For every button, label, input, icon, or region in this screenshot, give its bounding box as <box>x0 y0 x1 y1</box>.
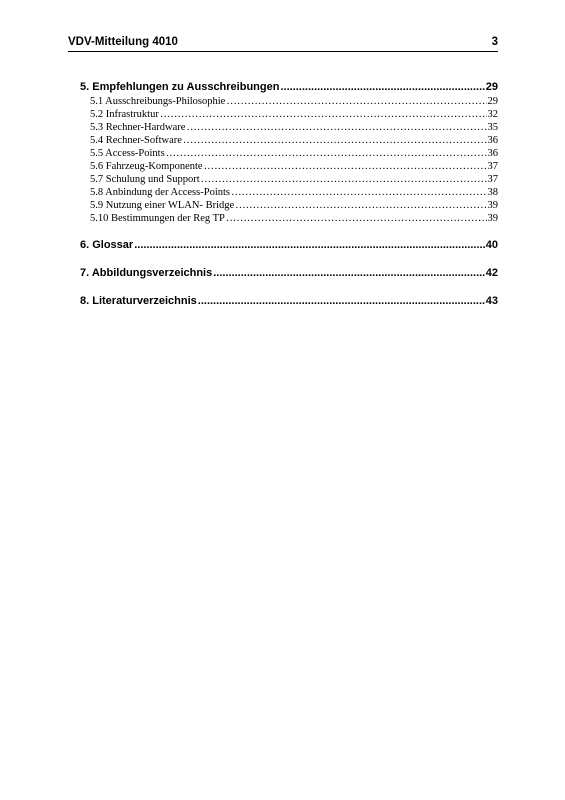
dot-leader <box>186 121 486 134</box>
toc-entry-label: 5.8 Anbindung der Access-Points <box>90 187 230 198</box>
toc-entry-page: 39 <box>487 213 498 224</box>
toc-section-5-7[interactable] <box>80 173 498 186</box>
toc-entry-page: 42 <box>485 267 498 279</box>
toc-entry-page: 43 <box>485 295 498 307</box>
toc-section-5-10[interactable] <box>80 212 498 225</box>
toc-entry-page: 32 <box>487 109 498 120</box>
toc-entry-page: 29 <box>487 96 498 107</box>
dot-leader <box>235 199 486 212</box>
dot-leader <box>198 294 485 309</box>
toc-entry-label: 5.5 Access-Points <box>90 148 165 159</box>
toc-entry-page: 37 <box>487 174 498 185</box>
toc-chapter-7[interactable] <box>80 266 498 281</box>
toc-entry-label: 5.7 Schulung und Support <box>90 174 200 185</box>
toc-entry-label: 5.1 Ausschreibungs-Philosophie <box>90 96 226 107</box>
toc-entry-label: 8. Literaturverzeichnis <box>80 295 197 307</box>
toc-entry-label: 5.10 Bestimmungen der Reg TP <box>90 213 225 224</box>
toc-entry-page: 39 <box>487 200 498 211</box>
toc-section-5-9[interactable] <box>80 199 498 212</box>
toc-entry-page: 29 <box>485 81 498 93</box>
dot-leader <box>160 108 487 121</box>
dot-leader <box>166 147 487 160</box>
dot-leader <box>226 95 486 108</box>
toc-section-5-4[interactable] <box>80 134 498 147</box>
toc-section-5-5[interactable] <box>80 147 498 160</box>
toc-entry-page: 40 <box>485 239 498 251</box>
page-number: 3 <box>491 36 498 48</box>
dot-leader <box>213 266 485 281</box>
dot-leader <box>226 212 487 225</box>
dot-leader <box>231 186 487 199</box>
toc-entry-page: 36 <box>487 148 498 159</box>
toc-entry-label: 5.2 Infrastruktur <box>90 109 159 120</box>
toc-entry-label: 5.3 Rechner-Hardware <box>90 122 186 133</box>
toc-section-5-3[interactable] <box>80 121 498 134</box>
spacer <box>80 225 498 238</box>
toc-entry-page: 37 <box>487 161 498 172</box>
document-title: VDV-Mitteilung 4010 <box>68 36 178 48</box>
toc-entry-label: 5.4 Rechner-Software <box>90 135 182 146</box>
toc-section-5-6[interactable] <box>80 160 498 173</box>
toc-entry-page: 35 <box>487 122 498 133</box>
table-of-contents <box>80 80 498 309</box>
toc-chapter-6[interactable] <box>80 238 498 253</box>
toc-entry-label: 5.9 Nutzung einer WLAN- Bridge <box>90 200 235 211</box>
page-header <box>68 35 498 52</box>
dot-leader <box>201 173 487 186</box>
spacer <box>80 253 498 266</box>
dot-leader <box>134 238 485 253</box>
toc-chapter-8[interactable] <box>80 294 498 309</box>
dot-leader <box>280 80 484 95</box>
toc-section-5-8[interactable] <box>80 186 498 199</box>
toc-entry-page: 36 <box>487 135 498 146</box>
toc-entry-label: 5. Empfehlungen zu Ausschreibungen <box>80 81 280 93</box>
dot-leader <box>204 160 487 173</box>
toc-chapter-5[interactable] <box>80 80 498 95</box>
toc-section-5-1[interactable] <box>80 95 498 108</box>
toc-entry-label: 6. Glossar <box>80 239 134 251</box>
dot-leader <box>183 134 487 147</box>
spacer <box>80 281 498 294</box>
toc-section-5-2[interactable] <box>80 108 498 121</box>
toc-entry-page: 38 <box>487 187 498 198</box>
toc-entry-label: 5.6 Fahrzeug-Komponente <box>90 161 203 172</box>
toc-entry-label: 7. Abbildungsverzeichnis <box>80 267 213 279</box>
